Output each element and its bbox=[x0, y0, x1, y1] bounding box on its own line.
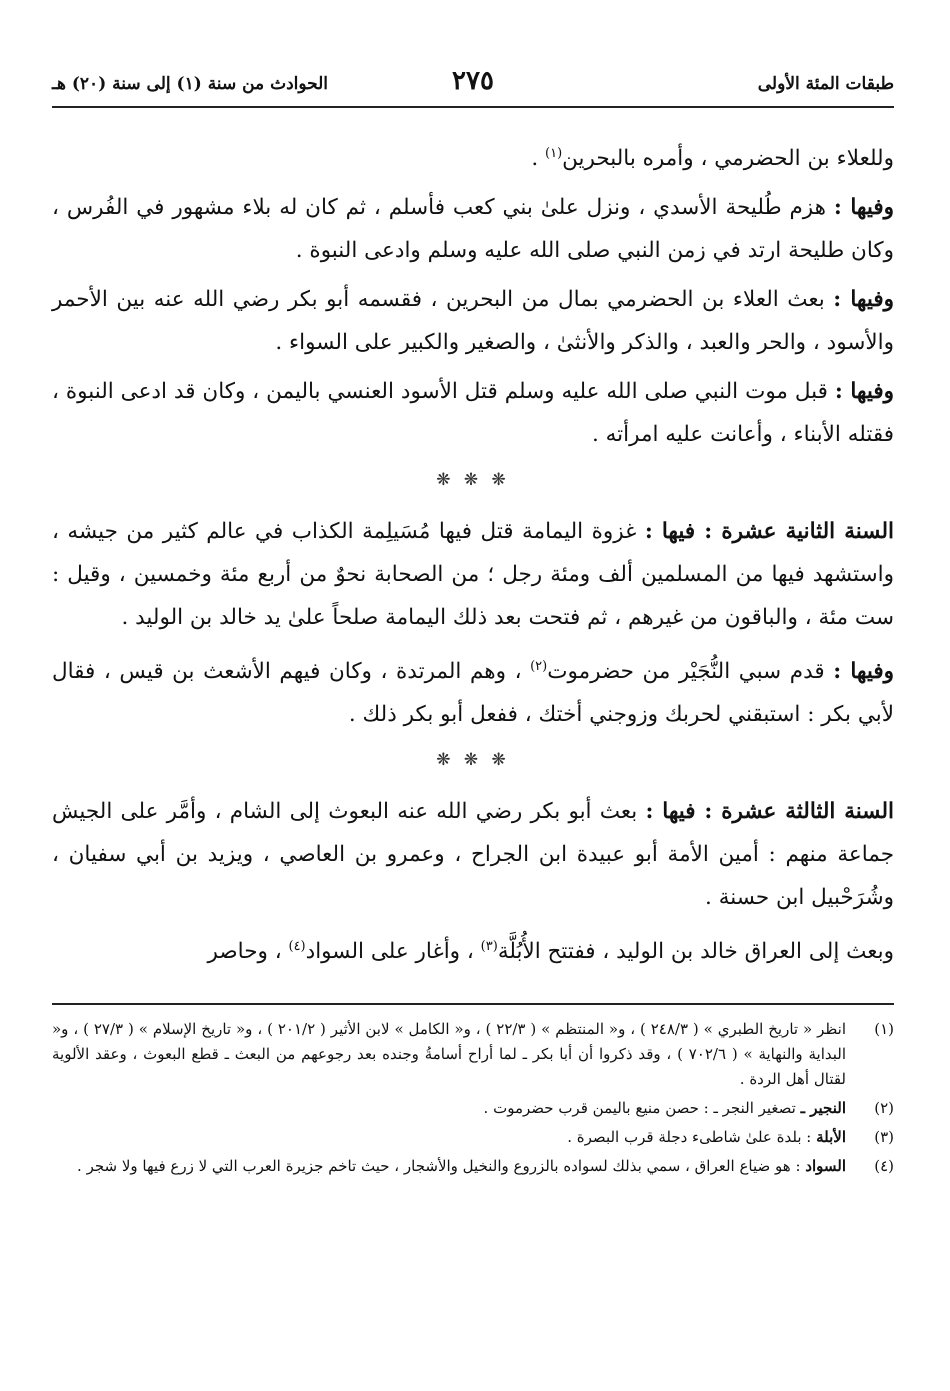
footnote-divider bbox=[52, 1003, 894, 1005]
paragraph: وللعلاء بن الحضرمي ، وأمره بالبحرين$^{(١)}$ . bbox=[531, 146, 894, 172]
footnotes bbox=[52, 1017, 894, 1179]
footnote-ref[interactable]: (٣) bbox=[480, 939, 498, 955]
fiha-keyword: وفيها : bbox=[833, 659, 894, 685]
header-chapter-title: الحوادث من سنة (١) إلى سنة (٢٠) هـ bbox=[52, 74, 329, 94]
book-page bbox=[52, 62, 894, 1183]
footnote-ref[interactable]: (١) bbox=[545, 146, 563, 161]
footnote-number: (٣) bbox=[874, 1128, 894, 1147]
section-separator: ❋ ❋ ❋ bbox=[436, 470, 510, 491]
header-book-title: طبقات المئة الأولى bbox=[757, 74, 894, 94]
year-heading: السنة الثانية عشرة : bbox=[704, 519, 894, 545]
paragraph: وفيها : قبل موت النبي صلى الله عليه وسلم قتل الأسود العنسي باليمن ، وكان قد ادعى النبوة ، فقتله الأبناء ، وأعانت عليه امرأته . bbox=[52, 379, 894, 448]
year-13-paragraph: السنة الثالثة عشرة : فيها : بعث أبو بكر رضي الله عنه البعوث إلى الشام ، وأمَّر على الجيش جماعة منهم : أمين الأمة أبو عبيدة ابن الجراح ، وعمرو بن العاصي ، ويزيد بن أبي سفيان ، وشُرَحْبيل ابن حسنة . bbox=[52, 799, 894, 911]
footnote-number: (٤) bbox=[874, 1157, 894, 1176]
paragraph: وفيها : قدم سبي النُّجَيْر من حضرموت$^{(٢)}$ ، وهم المرتدة ، وكان فيهم الأشعث بن قيس ، فقال لأبي بكر : استبقني لحربك وزوجني أختك ، ففعل أبو بكر ذلك . bbox=[52, 659, 894, 728]
fiha-keyword: وفيها : bbox=[834, 379, 894, 405]
footnote-number: (١) bbox=[874, 1020, 894, 1039]
page-number: ٢٧٥ bbox=[452, 66, 494, 96]
main-text bbox=[52, 132, 894, 973]
fiha-keyword: وفيها : bbox=[833, 287, 894, 313]
year-heading: السنة الثالثة عشرة : bbox=[704, 799, 894, 825]
section-separator: ❋ ❋ ❋ bbox=[436, 750, 510, 771]
footnote: (١) انظر « تاريخ الطبري » ( ٢٤٨/٣ ) ، و« المنتظم » ( ٢٢/٣ ) ، و« الكامل » لابن الأثير ( ٢٠١/٢ ) ، و« تاريخ الإسلام » ( ٢٧/٣ ) ، و« البداية والنهاية » ( ٧٠٢/٦ ) ، وقد ذكروا أن أبا بكر ـ لما أراح أسامةُ وجنده بعد رجوعهم من البعث ـ قطع البعوث ، وعقد الألوية لقتال أهل الردة . bbox=[52, 1017, 894, 1092]
fiha-keyword: وفيها : bbox=[833, 195, 894, 221]
footnote: (٢) النجير ـ تصغير النجر ـ : حصن منيع باليمن قرب حضرموت . bbox=[52, 1096, 894, 1121]
year-12-paragraph: السنة الثانية عشرة : فيها : غزوة اليمامة قتل فيها مُسَيلِمة الكذاب في عالم كثير من جيشه ، واستشهد فيها من المسلمين ألف ومئة رجل ؛ من الصحابة نحوٌ من أربع مئة وخمسين ، وقيل : ست مئة ، والباقون من غيرهم ، ثم فتحت بعد ذلك اليمامة صلحاً علىٰ يد خالد بن الوليد . bbox=[52, 519, 894, 631]
paragraph: وفيها : بعث العلاء بن الحضرمي بمال من البحرين ، فقسمه أبو بكر رضي الله عنه بين الأحمر والأسود ، والحر والعبد ، والذكر والأنثىٰ ، والصغير والكبير على السواء . bbox=[52, 287, 894, 356]
fiha-keyword: فيها : bbox=[644, 519, 705, 545]
footnote: (٣) الأبلة : بلدة علىٰ شاطىء دجلة قرب البصرة . bbox=[52, 1125, 894, 1150]
paragraph: وبعث إلى العراق خالد بن الوليد ، ففتتح الأُبُلَّة$^{(٣)}$ ، وأغار على السواد$^{(٤)}$ ، وحاصر bbox=[207, 939, 894, 965]
running-header bbox=[52, 62, 894, 108]
footnote-ref[interactable]: (٢) bbox=[530, 659, 548, 675]
footnote-number: (٢) bbox=[874, 1099, 894, 1118]
paragraph: وفيها : هزم طُليحة الأسدي ، ونزل علىٰ بني كعب فأسلم ، ثم كان له بلاء مشهور في الفُرس ، وكان طليحة ارتد في زمن النبي صلى الله عليه وسلم وادعى النبوة . bbox=[52, 195, 894, 264]
footnote: (٤) السواد : هو ضياع العراق ، سمي بذلك لسواده بالزروع والنخيل والأشجار ، حيث تاخم جزيرة العرب التي لا زرع فيها ولا شجر . bbox=[52, 1154, 894, 1179]
footnote-ref[interactable]: (٤) bbox=[288, 939, 306, 955]
fiha-keyword: فيها : bbox=[645, 799, 705, 825]
